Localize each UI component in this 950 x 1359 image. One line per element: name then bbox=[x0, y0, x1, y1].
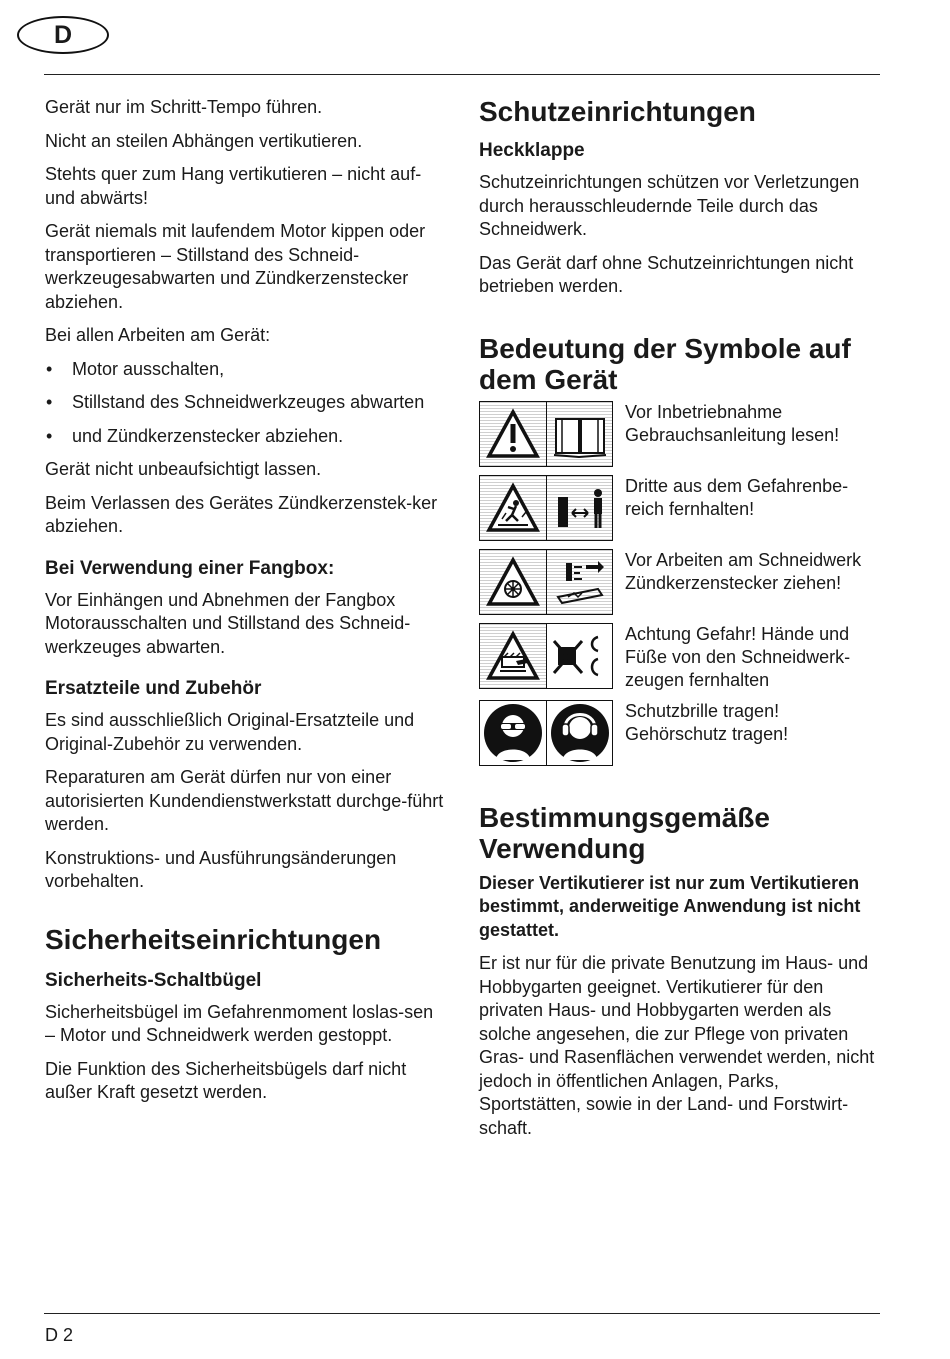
spark-plug-icon bbox=[546, 550, 612, 614]
ear-protection-icon bbox=[546, 701, 612, 765]
caption-line: Vor Arbeiten am Schneidwerk bbox=[625, 549, 862, 570]
title-line: Verwendung bbox=[479, 832, 646, 864]
paragraph: Schutzeinrichtungen schützen vor Verletzungen durch herausschleudernde Teile durch das Schneidwerk. bbox=[479, 172, 860, 239]
paragraph: Reparaturen am Gerät dürfen nur von einer autorisierten Kundendienstwerkstatt durchge-führt werden. bbox=[45, 767, 444, 834]
symbol-box bbox=[479, 475, 613, 541]
caption-line: zeugen fernhalten bbox=[625, 669, 770, 690]
symbol-box bbox=[479, 623, 613, 689]
list-item: • Motor ausschalten, bbox=[45, 358, 445, 382]
paragraph: Gerät nur im Schritt-Tempo führen. bbox=[45, 97, 323, 117]
caption-line: Gebrauchsanleitung lesen! bbox=[625, 424, 840, 445]
caption-line: Zündkerzenstecker ziehen! bbox=[625, 572, 842, 593]
paragraph: Das Gerät darf ohne Schutzeinrichtungen nicht betrieben werden. bbox=[479, 252, 854, 296]
paragraph: Stehts quer zum Hang vertikutieren – nicht auf- und abwärts! bbox=[45, 164, 422, 208]
symbol-row bbox=[479, 401, 884, 467]
right-column bbox=[479, 96, 884, 1150]
symbol-row bbox=[479, 700, 884, 766]
paragraph: Konstruktions- und Ausführungsänderungen vorbehalten. bbox=[45, 847, 397, 891]
paragraph: Bei allen Arbeiten am Gerät: bbox=[45, 325, 271, 345]
bullet-list bbox=[45, 358, 445, 449]
section-title-symbole bbox=[479, 333, 884, 395]
symbol-row bbox=[479, 549, 884, 615]
symbol-caption bbox=[625, 549, 861, 595]
page-number: D 2 bbox=[45, 1325, 74, 1345]
warning-triangle-icon bbox=[480, 402, 546, 466]
symbol-caption bbox=[625, 475, 848, 521]
keep-distance-icon bbox=[546, 476, 612, 540]
paragraph: Nicht an steilen Abhängen vertikutieren. bbox=[45, 130, 363, 151]
symbol-box bbox=[479, 549, 613, 615]
header-rule bbox=[44, 74, 880, 75]
title-line: dem Gerät bbox=[479, 363, 618, 395]
left-column bbox=[45, 96, 445, 1115]
symbol-caption bbox=[625, 623, 850, 692]
paragraph: Beim Verlassen des Gerätes Zündkerzenstek-ker abziehen. bbox=[45, 492, 438, 536]
paragraph: Gerät niemals mit laufendem Motor kippen oder transportieren – Stillstand des Schneid-werkzeugesabwarten und Zündkerzenstecker abziehen. bbox=[45, 221, 426, 312]
footer-rule bbox=[44, 1313, 880, 1314]
section-heading-heckklappe: Heckklappe bbox=[479, 140, 585, 161]
section-heading-ersatzteile: Ersatzteile und Zubehör bbox=[45, 678, 262, 699]
section-title-schutzeinrichtungen: Schutzeinrichtungen bbox=[479, 96, 756, 127]
caption-line: Vor Inbetriebnahme bbox=[625, 401, 783, 422]
section-title-sicherheitseinrichtungen: Sicherheitseinrichtungen bbox=[45, 923, 382, 955]
list-item: • Stillstand des Schneidwerkzeuges abwarten bbox=[45, 391, 445, 415]
rotating-blade-warning-icon bbox=[480, 550, 546, 614]
paragraph: Gerät nicht unbeaufsichtigt lassen. bbox=[45, 459, 322, 479]
caption-line: Schutzbrille tragen! bbox=[625, 700, 780, 721]
section-title-bestimmung bbox=[479, 802, 884, 864]
caption-line: Füße von den Schneidwerk- bbox=[625, 646, 851, 667]
language-badge: D bbox=[17, 16, 109, 54]
paragraph: Die Funktion des Sicherheitsbügels darf nicht außer Kraft gesetzt werden. bbox=[45, 1058, 407, 1102]
no-hands-feet-icon bbox=[546, 624, 612, 688]
symbol-caption bbox=[625, 401, 839, 447]
paragraph: Es sind ausschließlich Original-Ersatzteile und Original-Zubehör zu verwenden. bbox=[45, 710, 415, 754]
symbol-caption bbox=[625, 700, 788, 746]
safety-goggles-icon bbox=[480, 701, 546, 765]
paragraph-bold: Dieser Vertikutierer ist nur zum Vertikutieren bestimmt, anderweitige Anwendung ist nicht gestattet. bbox=[479, 872, 861, 940]
blade-hand-warning-icon bbox=[480, 624, 546, 688]
debris-thrown-warning-icon bbox=[480, 476, 546, 540]
symbol-box bbox=[479, 401, 613, 467]
symbol-row bbox=[479, 475, 884, 541]
paragraph: Sicherheitsbügel im Gefahrenmoment loslas-sen – Motor und Schneidwerk werden gestoppt. bbox=[45, 1001, 434, 1045]
title-line: Bestimmungsgemäße bbox=[479, 801, 770, 833]
caption-line: Achtung Gefahr! Hände und bbox=[625, 623, 850, 644]
symbol-box bbox=[479, 700, 613, 766]
caption-line: Gehörschutz tragen! bbox=[625, 723, 789, 744]
caption-line: reich fernhalten! bbox=[625, 498, 755, 519]
paragraph: Er ist nur für die private Benutzung im Haus- und Hobbygarten geeignet. Vertikutierer für den privaten Haus- und Hobbygarten werden als solche angesehen, die zur Pflege von privaten Gras- und Rasenflächen verwendet werden, nicht jedoch in öffentlichen Anlagen, Parks, Sportstätten, sowie in der Land- und Forstwirt-schaft. bbox=[479, 953, 875, 1138]
symbol-row bbox=[479, 623, 884, 692]
caption-line: Dritte aus dem Gefahrenbe- bbox=[625, 475, 849, 496]
manual-book-icon bbox=[546, 402, 612, 466]
section-heading-fangbox: Bei Verwendung einer Fangbox: bbox=[45, 557, 335, 579]
list-item: • und Zündkerzenstecker abziehen. bbox=[45, 425, 445, 449]
title-line: Bedeutung der Symbole auf bbox=[479, 332, 851, 364]
paragraph: Vor Einhängen und Abnehmen der Fangbox Motorausschalten und Stillstand des Schneid-werkzeuges abwarten. bbox=[45, 589, 411, 657]
section-heading-schaltbuegel: Sicherheits-Schaltbügel bbox=[45, 969, 262, 991]
